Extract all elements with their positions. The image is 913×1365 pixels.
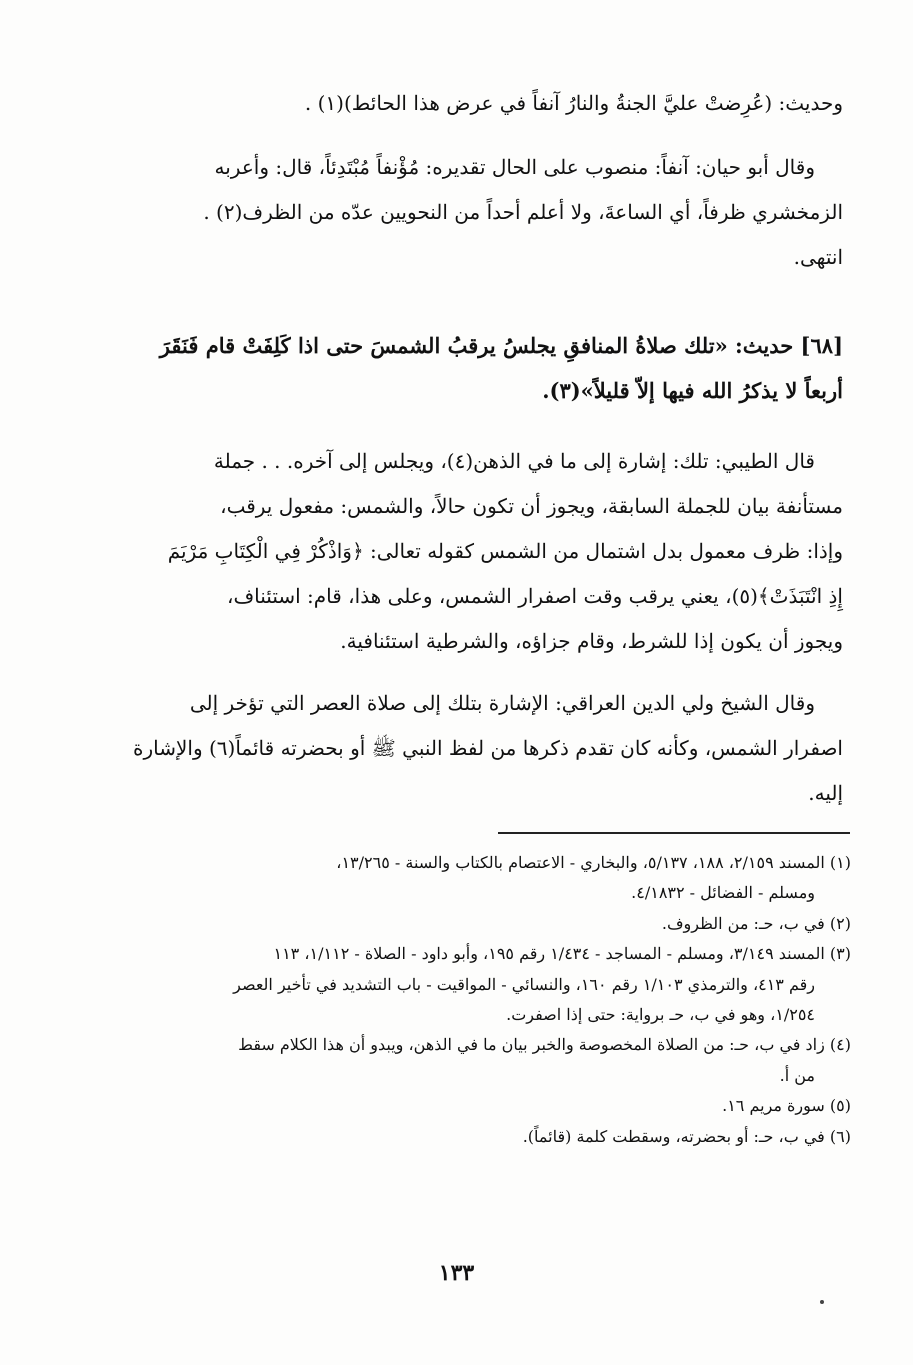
- speck: [820, 1300, 824, 1304]
- paragraph-iraqi: [88, 688, 843, 809]
- text-line: مستأنفة بيان للجملة السابقة، ويجوز أن تكون حالاً، والشمس: مفعول يرقب،: [220, 494, 843, 518]
- footnote-3: (٣) المسند ٣/١٤٩، ومسلم - المساجد - ١/٤٣٤ رقم ١٩٥، وأبو داود - الصلاة - ١/١١٢، ١١٣: [273, 944, 851, 964]
- text-line: ويجوز أن يكون إذا للشرط، وقام جزاؤه، والشرطية استئنافية.: [340, 629, 843, 653]
- paragraph-hadith-arad: [88, 88, 843, 119]
- text-line: [٦٨] حديث: «تلك صلاةُ المنافقِ يجلسُ يرقبُ الشمسَ حتى اذا كَلِفَتْ قام فَنَقَرَ: [159, 333, 843, 358]
- text-line: انتهى.: [793, 245, 843, 269]
- text-line: قال الطيبي: تلك: إشارة إلى ما في الذهن(٤)، ويجلس إلى آخره. . . جملة: [213, 449, 815, 473]
- footnote-3-cont: رقم ٤١٣، والترمذي ١/١٠٣ رقم ١٦٠، والنسائي - المواقيت - باب التشديد في تأخير العصر: [233, 974, 815, 994]
- text-line: إِذِ انْتَبَذَتْ﴾(٥)، يعني يرقب وقت اصفرار الشمس، وعلى هذا، قام: استئناف،: [226, 584, 843, 608]
- text-line: الزمخشري ظرفاً، أي الساعةَ، ولا أعلم أحداً من النحويين عدّه من الظرف(٢) .: [203, 200, 843, 224]
- text-line: وقال الشيخ ولي الدين العراقي: الإشارة بتلك إلى صلاة العصر التي تؤخر إلى: [189, 691, 815, 715]
- footnote-4-cont: من أ.: [779, 1065, 815, 1085]
- text-line: وقال أبو حيان: آنفاً: منصوب على الحال تقديره: مُؤْنفاً مُبْتَدِئاً، قال: وأعربه: [214, 155, 815, 179]
- footnote-4: (٤) زاد في ب، حـ: من الصلاة المخصوصة والخبر بيان ما في الذهن، ويبدو أن هذا الكلام سقط: [238, 1035, 851, 1055]
- footnote-5: (٥) سورة مريم ١٦.: [722, 1096, 851, 1116]
- text-line: وحديث: (عُرِضتْ عليَّ الجنةُ والنارُ آنفاً في عرض هذا الحائط)(١) .: [304, 91, 843, 115]
- hadith-68: [88, 330, 843, 407]
- text-line: وإذا: ظرف معمول بدل اشتمال من الشمس كقوله تعالى: ﴿وَاذْكُرْ فِي الْكِتَابِ مَرْيَمَ: [167, 539, 843, 563]
- text-line: إليه.: [808, 781, 843, 805]
- footnote-2: (٢) في ب، حـ: من الظروف.: [661, 913, 851, 933]
- footnote-1-cont: ومسلم - الفضائل - ٤/١٨٣٢.: [631, 883, 815, 903]
- text-line: أربعاً لا يذكرُ الله فيها إلاّ قليلاً»(٣).: [542, 377, 843, 403]
- footnote-divider: [498, 832, 850, 834]
- footnote-1: (١) المسند ٢/١٥٩، ١٨٨، ٥/١٣٧، والبخاري - الاعتصام بالكتاب والسنة - ١٣/٢٦٥،: [336, 853, 851, 872]
- footnote-3-cont: ١/٢٥٤، وهو في ب، حـ برواية: حتى إذا اصفرت.: [506, 1004, 815, 1024]
- footnotes: [110, 848, 851, 1152]
- paragraph-abu-hayyan: [88, 152, 843, 273]
- footnote-6: (٦) في ب، حـ: أو بحضرته، وسقطت كلمة (قائماً).: [522, 1126, 851, 1146]
- paragraph-tibi: [88, 446, 843, 657]
- page-number: ١٣٣: [438, 1260, 475, 1286]
- text-line: اصفرار الشمس، وكأنه كان تقدم ذكرها من لفظ النبي ﷺ أو بحضرته قائماً(٦) والإشارة: [133, 736, 843, 760]
